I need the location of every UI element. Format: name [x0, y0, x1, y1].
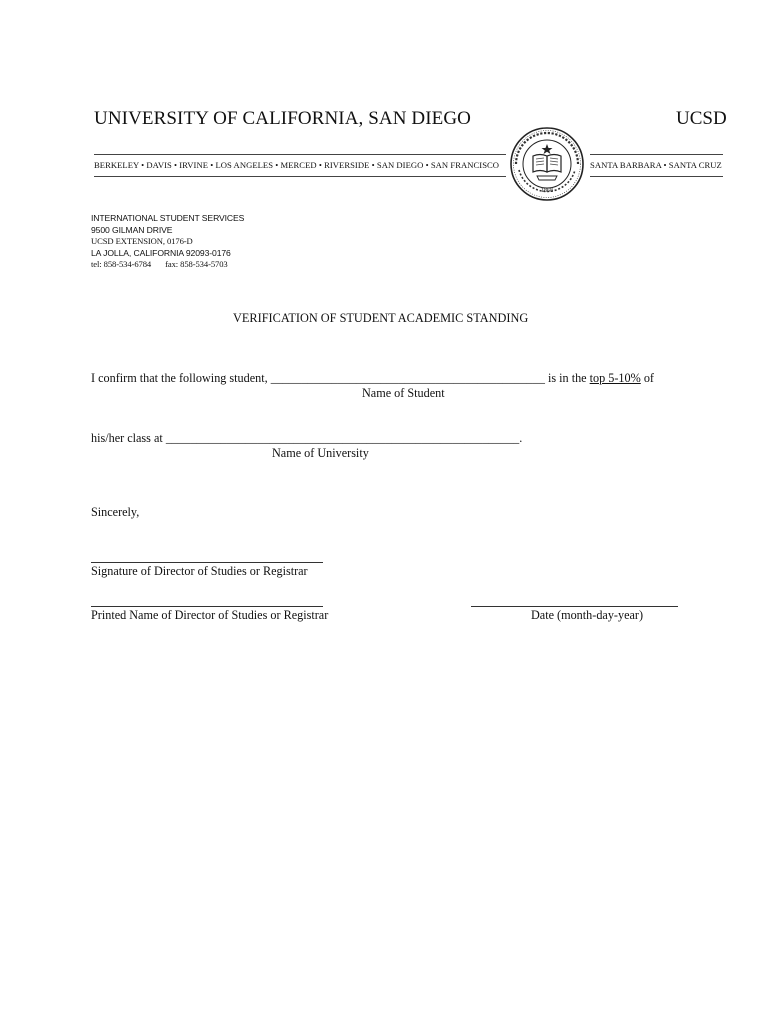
- header-rule-top-left: [94, 154, 506, 155]
- rank-range: top 5-10%: [589, 371, 641, 385]
- closing-text: Sincerely,: [91, 505, 140, 519]
- header-rule-top-right: [590, 154, 723, 155]
- university-seal-icon: [509, 126, 585, 202]
- campus-list-left: BERKELEY • DAVIS • IRVINE • LOS ANGELES • MERCED • RIVERSIDE • SAN DIEGO • SAN FRANCISCO: [94, 160, 500, 170]
- fax-number: fax: 858-534-5703: [165, 259, 228, 270]
- date-caption: Date (month-day-year): [531, 608, 644, 622]
- street-address: 9500 GILMAN DRIVE: [91, 224, 173, 235]
- university-name: UNIVERSITY OF CALIFORNIA, SAN DIEGO: [94, 108, 471, 129]
- confirm-suffix: of: [640, 371, 654, 385]
- unit-address: UCSD EXTENSION, 0176-D: [91, 236, 193, 247]
- form-title: VERIFICATION OF STUDENT ACADEMIC STANDING: [233, 311, 529, 325]
- header-rule-bottom-right: [590, 176, 723, 177]
- confirm-mid: is in the: [544, 371, 590, 385]
- confirm-prefix: I confirm that the following student,: [91, 371, 271, 385]
- university-name-field[interactable]: __________________________________________________________: [165, 431, 520, 445]
- header-rule-bottom-left: [94, 176, 506, 177]
- city-address: LA JOLLA, CALIFORNIA 92093-0176: [91, 247, 231, 258]
- seal-year: 1868: [541, 188, 553, 194]
- class-statement: [91, 431, 522, 446]
- telephone-number: tel: 858-534-6784: [91, 259, 152, 270]
- signature-line[interactable]: [91, 562, 323, 563]
- confirmation-statement: [91, 371, 654, 386]
- contact-line: [91, 259, 244, 271]
- university-name-caption: Name of University: [272, 446, 369, 460]
- campus-list-right: SANTA BARBARA • SANTA CRUZ: [590, 160, 722, 170]
- student-name-field[interactable]: _____________________________________________: [270, 371, 545, 385]
- office-address-block: [91, 213, 244, 271]
- department-name: INTERNATIONAL STUDENT SERVICES: [91, 213, 245, 223]
- date-line[interactable]: [471, 606, 678, 607]
- student-name-caption: Name of Student: [362, 386, 445, 400]
- printed-name-caption: Printed Name of Director of Studies or Registrar: [91, 608, 329, 622]
- class-prefix: his/her class at: [91, 431, 166, 445]
- university-abbreviation: UCSD: [676, 108, 727, 129]
- printed-name-line[interactable]: [91, 606, 323, 607]
- signature-caption: Signature of Director of Studies or Registrar: [91, 564, 308, 578]
- class-suffix: .: [519, 431, 523, 445]
